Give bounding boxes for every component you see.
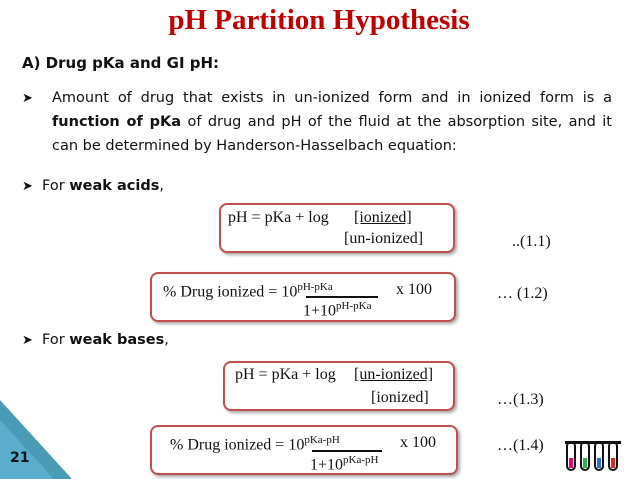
equation-4-ref: …(1.4) <box>497 437 544 454</box>
equation-2-ref: … (1.2) <box>497 285 548 302</box>
equation-4-times: x 100 <box>400 434 436 451</box>
bullet-3: ➤ For weak bases, <box>22 328 169 353</box>
equation-3-denominator: [ionized] <box>371 389 429 406</box>
equation-1-denominator: [un-ionized] <box>344 230 424 247</box>
equation-2-fraction-line <box>306 296 378 298</box>
test-tubes-icon <box>565 440 625 474</box>
equation-4-denominator: $1+10^{pKa-pH}$ <box>310 454 379 474</box>
arrow-bullet-icon: ➤ <box>22 91 33 106</box>
slide-number: 21 <box>10 450 30 466</box>
section-heading: A) Drug pKa and GI pH: <box>22 54 220 72</box>
equation-4-left: % Drug ionized = $10^{pKa-pH}$ <box>170 434 340 454</box>
bullet-arrow-1 <box>22 86 42 111</box>
arrow-bullet-icon: ➤ <box>22 179 33 194</box>
equation-2-times: x 100 <box>396 281 432 298</box>
equation-3-ref: …(1.3) <box>497 391 544 408</box>
bullet-2: ➤ For weak acids, <box>22 174 164 199</box>
equation-3-numerator: [un-ionized] <box>354 366 434 383</box>
equation-2-left: % Drug ionized = $10^{pH-pKa}$ <box>163 281 333 301</box>
equation-4-fraction-line <box>312 450 382 452</box>
slide-number-badge <box>0 400 72 479</box>
slide-title: pH Partition Hypothesis <box>168 4 470 36</box>
equation-1-numerator: [ionized] <box>354 209 412 226</box>
equation-2-denominator: $1+10^{pH-pKa}$ <box>303 300 372 320</box>
arrow-bullet-icon: ➤ <box>22 333 33 348</box>
bullet-1-text: Amount of drug that exists in un-ionized form and in ionized form is a function of pKa of drug and pH of the fluid at the absorption site, and it can be determined by Handerson-Hasselbach equation: <box>52 90 612 154</box>
equation-1-left: pH = pKa + log <box>228 209 329 226</box>
equation-1-ref: ..(1.1) <box>512 233 551 250</box>
equation-3-left: pH = pKa + log <box>235 366 336 383</box>
